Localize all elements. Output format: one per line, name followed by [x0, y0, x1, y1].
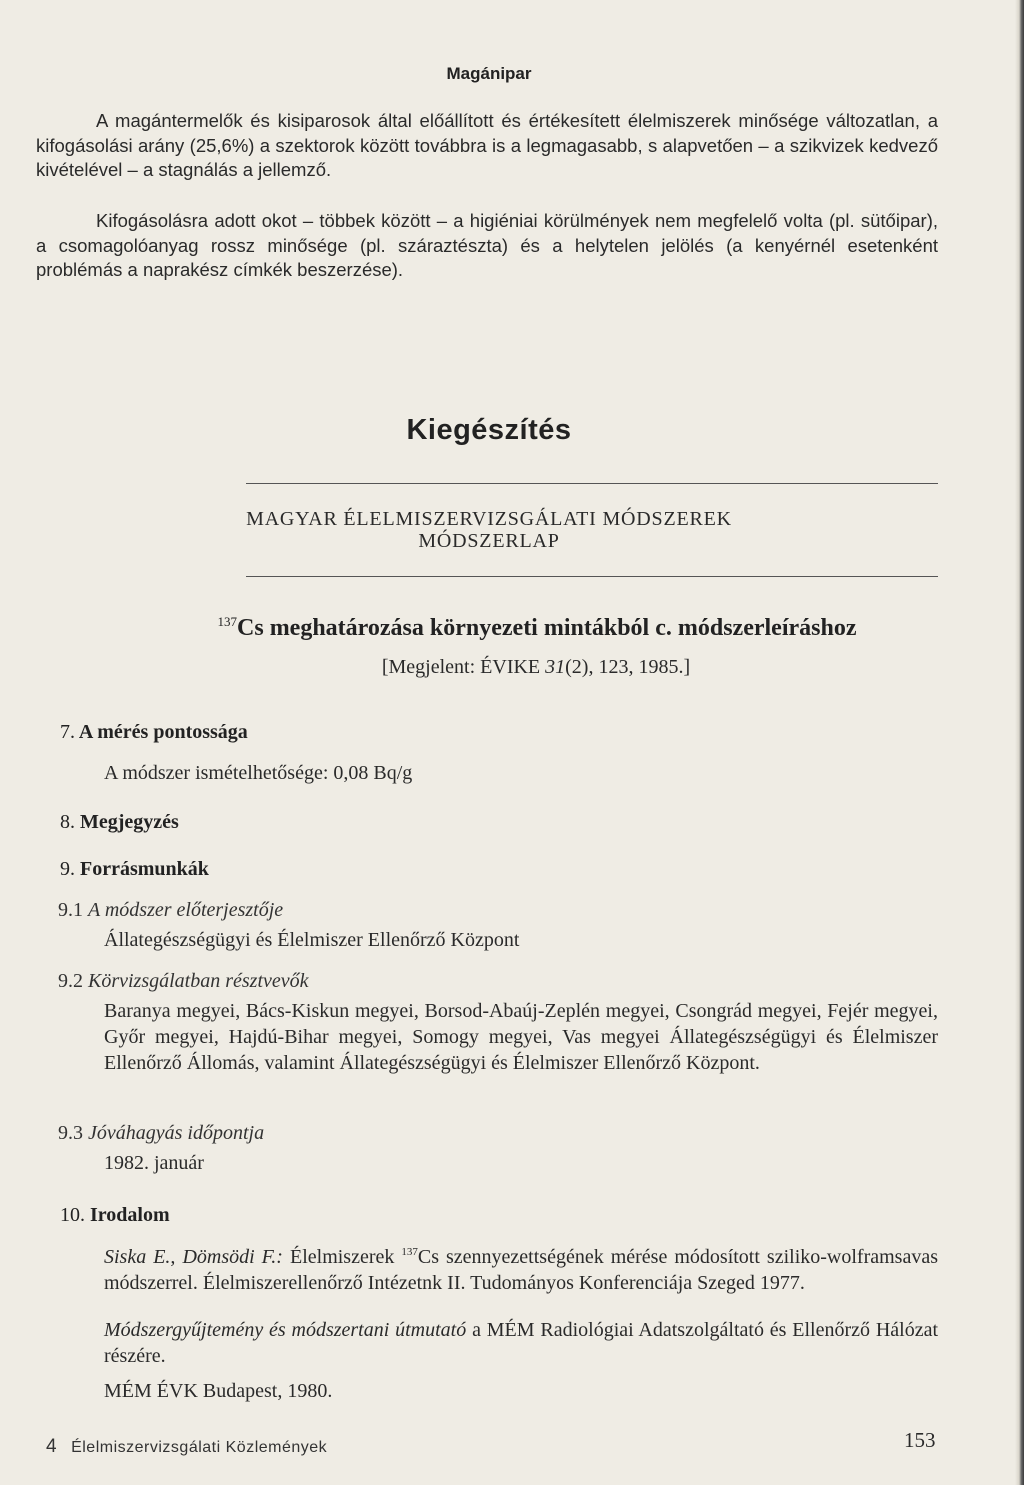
approval-date: 1982. január — [104, 1152, 204, 1174]
divider-top — [246, 483, 938, 484]
subheading-9-3: 9.3 Jóváhagyás időpontja — [58, 1122, 265, 1144]
series-title: MAGYAR ÉLELMISZERVIZSGÁLATI MÓDSZEREK — [246, 508, 732, 530]
reference-1-authors: Siska E., Dömsödi F.: — [104, 1246, 283, 1268]
subheading-9-2: 9.2 Körvizsgálatban résztvevők — [58, 970, 309, 992]
series-subtitle: MÓDSZERLAP — [418, 530, 560, 552]
page-number: 153 — [904, 1428, 936, 1452]
divider-bottom — [246, 576, 938, 577]
sheet-number: 4 — [46, 1436, 58, 1457]
paragraph-quality: A magántermelők és kisiparosok által előállított és értékesített élelmiszerek minősége változatlan, a kifogásolási arány (25,6%) a szektorok között továbbra is a legmagasabb, s alapvetően – a szikvizek kedvező kivételével – a stagnálás a jellemző. — [36, 110, 938, 180]
journal-name: Élelmiszervizsgálati Közlemények — [71, 1439, 328, 1456]
method-title — [136, 614, 938, 642]
page-edge-shadow — [1015, 0, 1024, 1485]
submitter-text: Állategészségügyi és Élelmiszer Ellenőrző Központ — [104, 929, 520, 951]
participants-text: Baranya megyei, Bács-Kiskun megyei, Borsod-Abaúj-Zeplén megyei, Csongrád megyei, Fejér megyei, Győr megyei, Hajdú-Bihar megyei, Somogy megyei, Vas megyei Állategészségügyi és Élelmiszer Ellenőrző Állomás, valamint Állategészségügyi és Élelmiszer Ellenőrző Központ. — [104, 1000, 938, 1074]
heading-section-7: 7. A mérés pontossága — [60, 721, 248, 743]
precision-text: A módszer ismételhetősége: 0,08 Bq/g — [104, 762, 413, 784]
isotope-mass-number: 137 — [217, 614, 238, 629]
reference-1: Siska E., Dömsödi F.: Élelmiszerek $^{137}$Cs szennyezettségének mérése módosított sziliko-wolframsavas módszerrel. Élelmiszerellenőrző Intézetnk II. Tudományos Konferenciája Szeged 1977. — [104, 1246, 938, 1294]
paragraph-complaints: Kifogásolásra adott okot – többek között – a higiéniai körülmények nem megfelelő volta (pl. sütőipar), a csomagolóanyag rossz minősége (pl. száraztészta) és a helytelen jelölés (a kenyérnél esetenként problémás a naprakész címkék beszerzése). — [36, 210, 938, 280]
section-title: Magánipar — [446, 64, 532, 83]
document-page — [36, 0, 942, 1485]
reference-3: MÉM ÉVK Budapest, 1980. — [104, 1380, 333, 1402]
supplement-title: Kiegészítés — [406, 414, 572, 446]
reference-2-title: Módszergyűjtemény és módszertani útmutató — [104, 1319, 467, 1341]
heading-section-10: 10. Irodalom — [60, 1204, 170, 1226]
footer-journal — [46, 1436, 327, 1458]
heading-section-8: 8. Megjegyzés — [60, 811, 179, 833]
heading-section-9: 9. Forrásmunkák — [60, 858, 209, 880]
reference-2: Módszergyűjtemény és módszertani útmutató a MÉM Radiológiai Adatszolgáltató és Ellenőrző Hálózat részére. — [104, 1319, 939, 1367]
subheading-9-1: 9.1 A módszer előterjesztője — [58, 899, 284, 921]
publication-reference: [Megjelent: ÉVIKE 31(2), 123, 1985.] — [381, 656, 691, 678]
method-title-text: Cs meghatározása környezeti mintákból c. módszerleíráshoz — [237, 615, 857, 641]
volume-number: 31 — [545, 656, 566, 678]
